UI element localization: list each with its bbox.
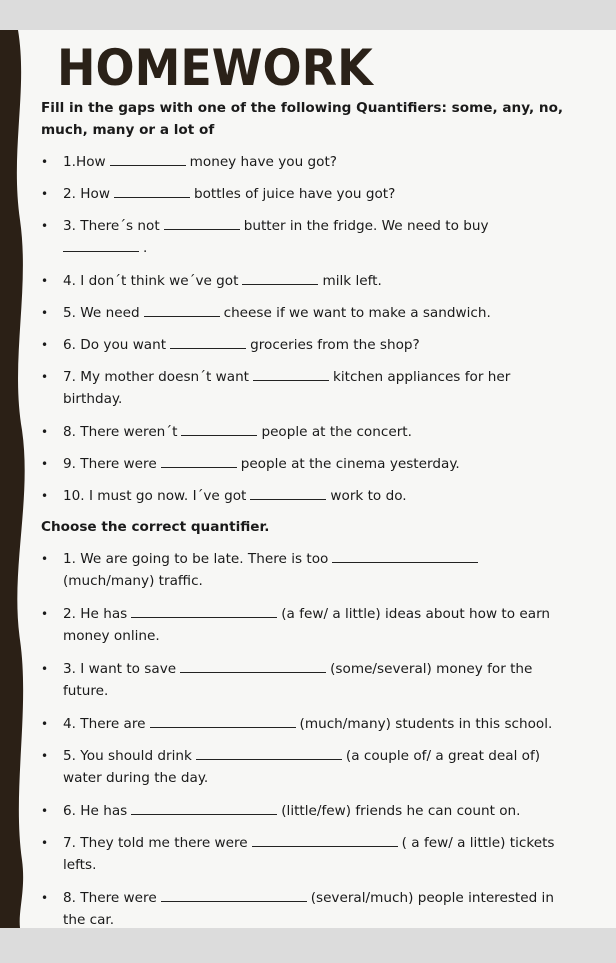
list-item: • 1. We are going to be late. There is too (much/many) traffic.	[41, 548, 541, 592]
section1-instruction: Fill in the gaps with one of the following Quantifiers: some, any, no, much, many or a lot of	[41, 100, 564, 138]
list-item: • 5. We need cheese if we want to make a sandwich.	[41, 302, 571, 324]
list-item: • 2. How bottles of juice have you got?	[41, 183, 571, 205]
list-item: • 7. My mother doesn´t want kitchen appliances for her birthday.	[41, 366, 551, 410]
list-item: • 2. He has (a few/ a little) ideas about how to earn money online.	[41, 603, 571, 647]
decorative-side-border	[0, 30, 30, 928]
list-item: • 6. He has (little/few) friends he can count on.	[41, 800, 571, 822]
worksheet	[0, 30, 616, 928]
list-item: • 6. Do you want groceries from the shop?	[41, 334, 571, 356]
page-title: HOMEWORK	[57, 39, 373, 97]
list-item: • 9. There were people at the cinema yesterday.	[41, 453, 571, 475]
list-item: • 3. There´s not butter in the fridge. We need to buy .	[41, 215, 571, 259]
worksheet-content	[41, 30, 616, 928]
list-item: • 7. They told me there were ( a few/ a little) tickets lefts.	[41, 832, 571, 876]
list-item: • 5. You should drink (a couple of/ a great deal of) water during the day.	[41, 745, 571, 789]
section2-instruction: Choose the correct quantifier.	[41, 519, 270, 535]
list-item: • 4. There are (much/many) students in this school.	[41, 713, 571, 735]
list-item: • 8. There weren´t people at the concert.	[41, 421, 571, 443]
list-item: • 3. I want to save (some/several) money for the future.	[41, 658, 571, 702]
list-item: • 10. I must go now. I´ve got work to do.	[41, 485, 571, 507]
list-item: • 8. There were (several/much) people interested in the car.	[41, 887, 571, 928]
list-item: • 1.How money have you got?	[41, 151, 571, 173]
list-item: • 4. I don´t think we´ve got milk left.	[41, 270, 571, 292]
